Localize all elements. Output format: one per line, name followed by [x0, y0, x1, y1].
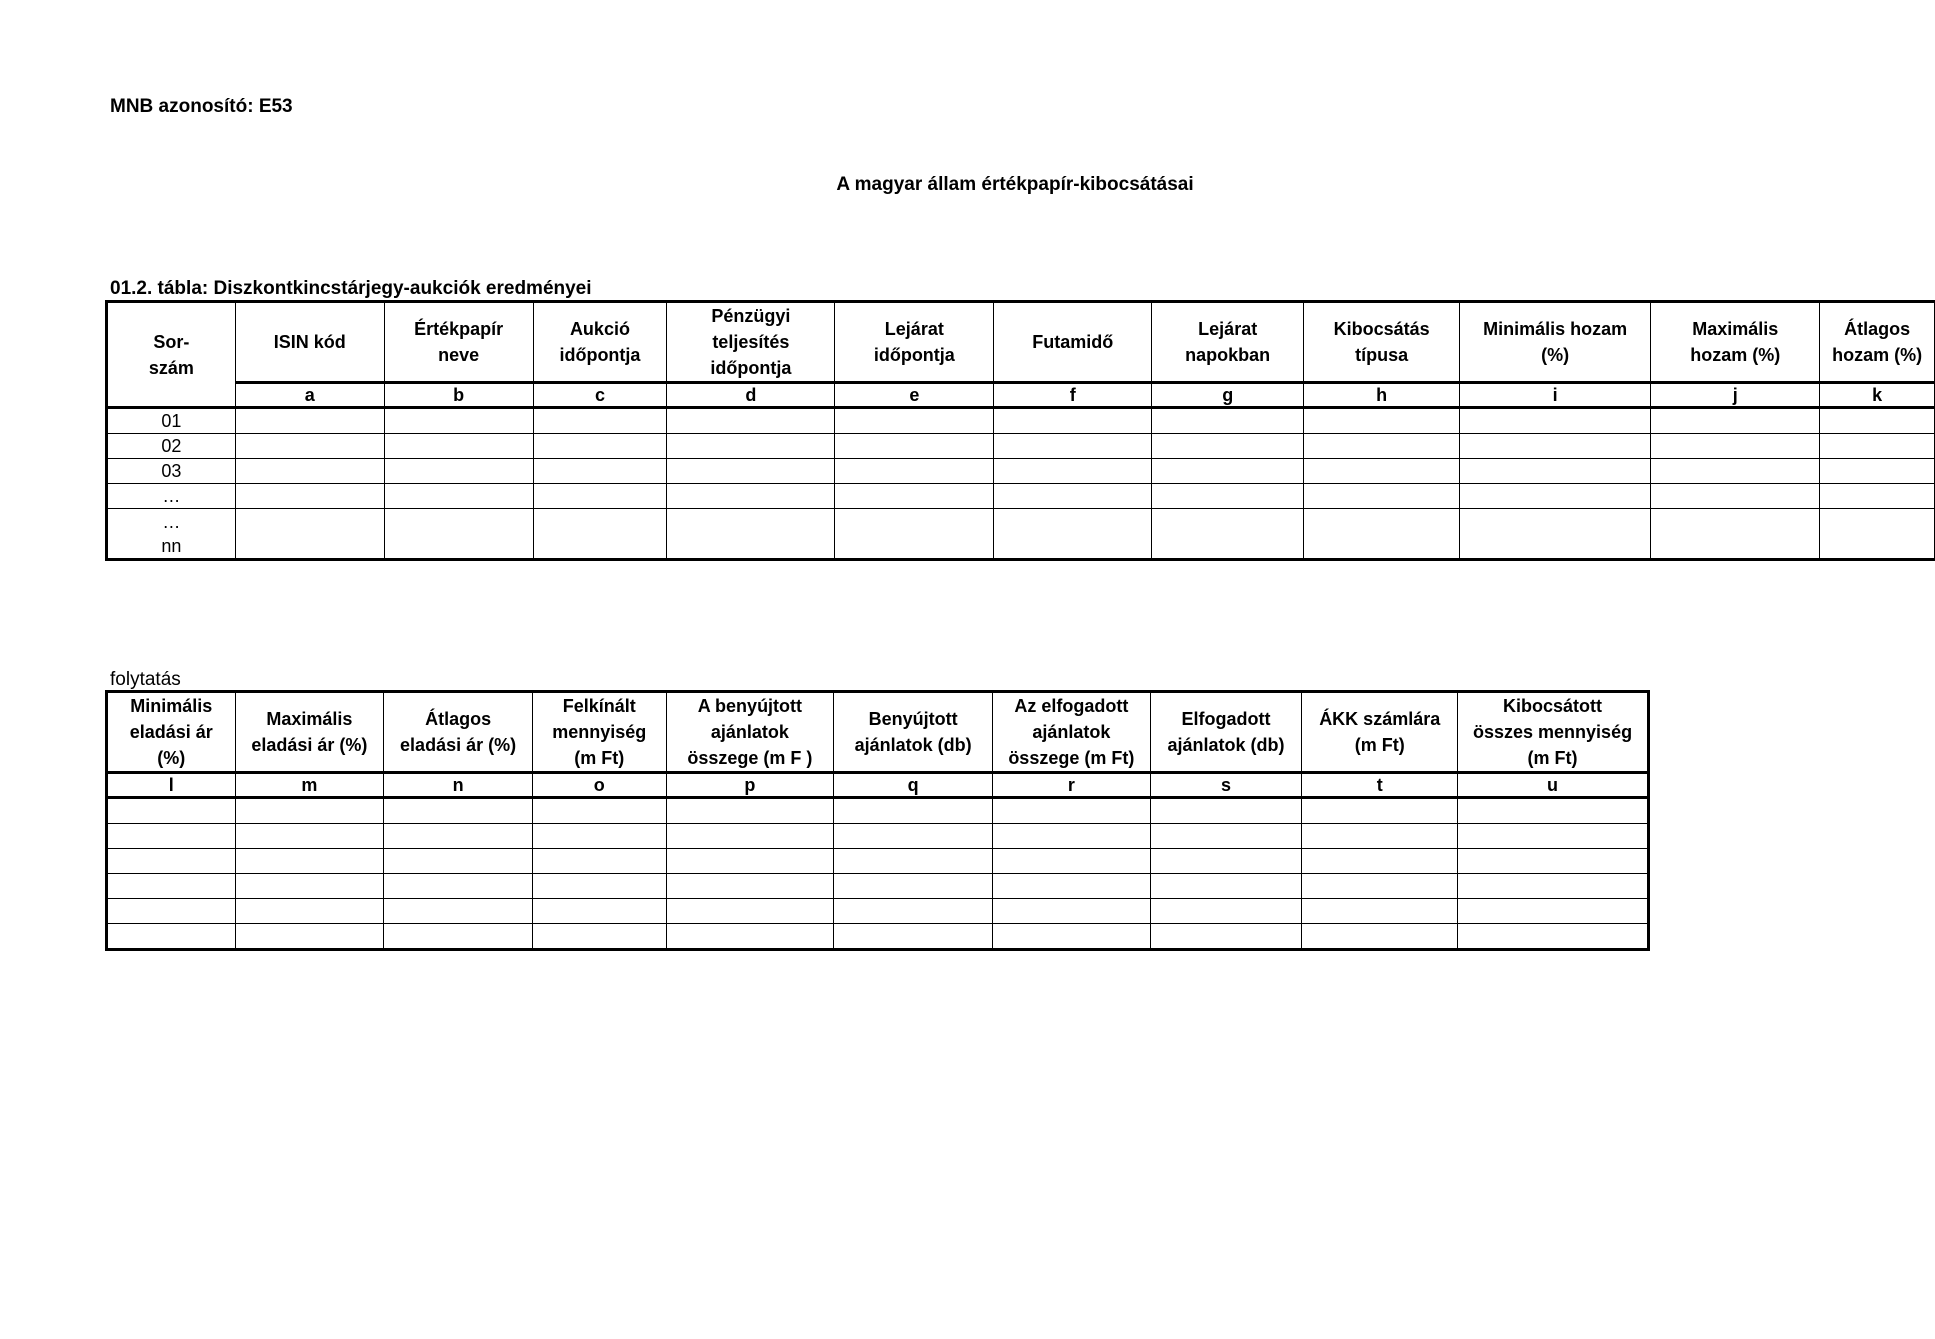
table-cell — [666, 874, 834, 899]
table2-header-cell: Az elfogadott ajánlatok összege (m Ft) — [992, 692, 1150, 773]
table-cell — [1651, 509, 1820, 560]
table-cell — [1304, 484, 1460, 509]
table-row — [107, 824, 1649, 849]
table2-header-cell: Minimális eladási ár (%) — [129, 696, 213, 768]
table2-header-cell: Kibocsátott összes mennyiség (m Ft) — [1458, 692, 1649, 773]
table-cell — [1150, 924, 1302, 950]
table-cell — [533, 434, 667, 459]
table1-header-cell: ISIN kód — [235, 302, 384, 383]
table-cell — [1150, 874, 1302, 899]
table-cell — [992, 849, 1150, 874]
table-cell — [532, 824, 666, 849]
table-cell — [1152, 434, 1304, 459]
table-cell — [835, 509, 994, 560]
table1-header-cell: Pénzügyi teljesítés időpontja — [667, 302, 835, 383]
auction-results-continuation-table — [105, 690, 1650, 951]
table-cell — [1304, 509, 1460, 560]
table-cell — [107, 849, 236, 874]
table-cell — [1302, 924, 1458, 950]
table-cell — [235, 798, 384, 824]
table-cell — [1152, 509, 1304, 560]
table1-column-letter: a — [235, 383, 384, 408]
table-cell — [667, 484, 835, 509]
row-number: 01 — [107, 408, 236, 434]
table-cell — [834, 849, 993, 874]
table-cell — [384, 434, 533, 459]
table-cell — [532, 798, 666, 824]
table2-column-letter: n — [384, 773, 533, 798]
table2-column-letter: o — [532, 773, 666, 798]
table1-caption: 01.2. tábla: Diszkontkincstárjegy-aukciók eredményei — [110, 278, 592, 299]
table-cell — [666, 924, 834, 950]
table-row — [107, 798, 1649, 824]
table-cell — [532, 899, 666, 924]
table-cell — [1302, 798, 1458, 824]
table-cell — [666, 899, 834, 924]
table2-header-cell: Átlagos eladási ár (%) — [384, 692, 533, 773]
table-cell — [1820, 459, 1935, 484]
table1-column-letter: e — [835, 383, 994, 408]
table1-column-letter: g — [1152, 383, 1304, 408]
table-cell — [107, 874, 236, 899]
table-cell — [835, 408, 994, 434]
table1-header-row — [107, 302, 1935, 383]
table2-header-cell: Maximális eladási ár (%) — [235, 692, 384, 773]
row-number: … nn — [107, 509, 236, 560]
table1-header-cell: Lejárat napokban — [1152, 302, 1304, 383]
table-cell — [235, 459, 384, 484]
table-cell — [1152, 484, 1304, 509]
table-cell — [1651, 434, 1820, 459]
table1-header-cell: Futamidő — [994, 302, 1152, 383]
table-row — [107, 408, 1935, 434]
table1-header-cell: Átlagos hozam (%) — [1820, 302, 1935, 383]
table-cell — [992, 824, 1150, 849]
table-cell — [667, 434, 835, 459]
table-cell — [533, 484, 667, 509]
table-cell — [384, 874, 533, 899]
table-cell — [533, 408, 667, 434]
table2-header-cell: Benyújtott ajánlatok (db) — [834, 692, 993, 773]
table-cell — [532, 874, 666, 899]
table-row — [107, 484, 1935, 509]
table-cell — [994, 459, 1152, 484]
table1-column-letter: b — [384, 383, 533, 408]
table-cell — [1460, 434, 1651, 459]
table-cell — [1651, 459, 1820, 484]
table-cell — [384, 899, 533, 924]
table-cell — [834, 924, 993, 950]
table-row — [107, 459, 1935, 484]
row-number: … — [107, 484, 236, 509]
table-cell — [384, 484, 533, 509]
table-row — [107, 434, 1935, 459]
table-cell — [1150, 899, 1302, 924]
table-cell — [994, 509, 1152, 560]
table-row — [107, 849, 1649, 874]
table1-column-letter: h — [1304, 383, 1460, 408]
table-cell — [1651, 408, 1820, 434]
table-row — [107, 899, 1649, 924]
table-cell — [384, 924, 533, 950]
table-cell — [835, 484, 994, 509]
table-cell — [1304, 434, 1460, 459]
table2-caption: folytatás — [110, 669, 181, 690]
table-cell — [666, 824, 834, 849]
table-cell — [834, 798, 993, 824]
table2-letter-row — [107, 773, 1649, 798]
table1-header-cell: Értékpapír neve — [384, 302, 533, 383]
table2-header-row — [107, 692, 1649, 773]
table1-column-letter: d — [667, 383, 835, 408]
table-cell — [666, 798, 834, 824]
table-cell — [1458, 924, 1649, 950]
table1-letter-row — [107, 383, 1935, 408]
table-cell — [235, 824, 384, 849]
table-cell — [107, 924, 236, 950]
table-cell — [994, 484, 1152, 509]
table-cell — [235, 874, 384, 899]
table2-column-letter: t — [1302, 773, 1458, 798]
table2-column-letter: r — [992, 773, 1150, 798]
table-cell — [532, 849, 666, 874]
table-cell — [666, 849, 834, 874]
table-row — [107, 924, 1649, 950]
table-cell — [1458, 824, 1649, 849]
table2-column-letter: p — [666, 773, 834, 798]
table2-header-cell: Elfogadott ajánlatok (db) — [1150, 692, 1302, 773]
table-cell — [384, 824, 533, 849]
table-cell — [235, 899, 384, 924]
table-cell — [1304, 408, 1460, 434]
table-cell — [107, 798, 236, 824]
auction-results-table — [105, 300, 1935, 561]
row-number: 02 — [107, 434, 236, 459]
table-cell — [1820, 484, 1935, 509]
table2-column-letter: s — [1150, 773, 1302, 798]
table-cell — [533, 459, 667, 484]
table-cell — [1458, 798, 1649, 824]
table-cell — [1150, 798, 1302, 824]
table-cell — [1302, 849, 1458, 874]
table-cell — [235, 434, 384, 459]
document-title: A magyar állam értékpapír-kibocsátásai — [836, 174, 1194, 195]
table-cell — [1150, 849, 1302, 874]
table-cell — [1651, 484, 1820, 509]
table2-header-cell: Felkínált mennyiség (m Ft) — [532, 692, 666, 773]
table-cell — [107, 899, 236, 924]
table-cell — [1460, 459, 1651, 484]
table-cell — [1150, 824, 1302, 849]
table2-column-letter: u — [1458, 773, 1649, 798]
table-cell — [835, 459, 994, 484]
table-cell — [834, 824, 993, 849]
row-number: 03 — [107, 459, 236, 484]
table-cell — [994, 434, 1152, 459]
table-cell — [1458, 874, 1649, 899]
table1-column-letter: j — [1651, 383, 1820, 408]
table-cell — [1820, 408, 1935, 434]
table1-column-letter: k — [1820, 383, 1935, 408]
table2-column-letter: q — [834, 773, 993, 798]
table-cell — [1152, 459, 1304, 484]
table2-column-letter: l — [107, 773, 236, 798]
table1-column-letter: i — [1460, 383, 1651, 408]
table-cell — [384, 459, 533, 484]
table-cell — [235, 509, 384, 560]
table-cell — [235, 924, 384, 950]
table-cell — [1460, 484, 1651, 509]
table-cell — [107, 824, 236, 849]
table-cell — [384, 849, 533, 874]
table-cell — [235, 849, 384, 874]
table-cell — [235, 484, 384, 509]
table-cell — [992, 899, 1150, 924]
table1-column-letter: c — [533, 383, 667, 408]
table2-header-cell: A benyújtott ajánlatok összege (m F ) — [666, 692, 834, 773]
table1-column-letter: f — [994, 383, 1152, 408]
table-cell — [667, 509, 835, 560]
table-cell — [384, 408, 533, 434]
table1-header-cell: Aukció időpontja — [533, 302, 667, 383]
table-cell — [1302, 824, 1458, 849]
table-cell — [667, 408, 835, 434]
table1-header-cell: Lejárat időpontja — [835, 302, 994, 383]
table-cell — [667, 459, 835, 484]
table-cell — [1458, 849, 1649, 874]
table-cell — [992, 798, 1150, 824]
table-cell — [1820, 434, 1935, 459]
table-cell — [384, 798, 533, 824]
table-row — [107, 874, 1649, 899]
table-cell — [1460, 408, 1651, 434]
table-cell — [1458, 899, 1649, 924]
table1-header-cell: Minimális hozam (%) — [1460, 302, 1651, 383]
table-cell — [1152, 408, 1304, 434]
table-cell — [994, 408, 1152, 434]
table-cell — [834, 899, 993, 924]
table-cell — [992, 874, 1150, 899]
table-cell — [235, 408, 384, 434]
table1-header-cell: Maximális hozam (%) — [1651, 302, 1820, 383]
table-cell — [835, 434, 994, 459]
table-cell — [532, 924, 666, 950]
table-row — [107, 509, 1935, 560]
table-cell — [1302, 874, 1458, 899]
table-cell — [1820, 509, 1935, 560]
table2-column-letter: m — [235, 773, 384, 798]
table1-header-cell: Kibocsátás típusa — [1304, 302, 1460, 383]
table-cell — [1302, 899, 1458, 924]
table1-header-cell: Sor- szám — [148, 331, 194, 378]
table-cell — [992, 924, 1150, 950]
table-cell — [1304, 459, 1460, 484]
table-cell — [834, 874, 993, 899]
table-cell — [1460, 509, 1651, 560]
table-cell — [533, 509, 667, 560]
table2-header-cell: ÁKK számlára (m Ft) — [1302, 692, 1458, 773]
mnb-identifier: MNB azonosító: E53 — [110, 96, 293, 117]
table-cell — [384, 509, 533, 560]
